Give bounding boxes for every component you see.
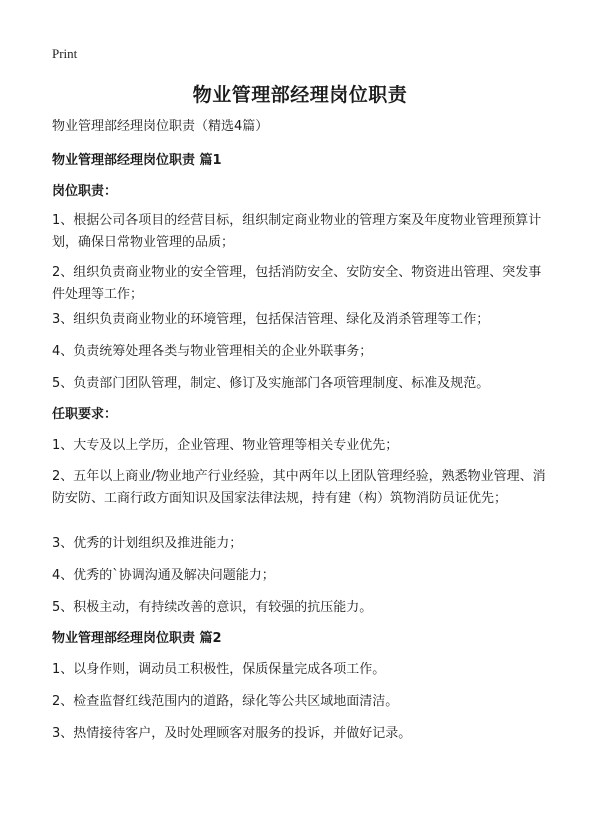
section2-item-2: 2、检查监督红线范围内的道路，绿化等公共区域地面清洁。	[52, 694, 399, 709]
requirement-item-3: 3、优秀的计划组织及推进能力；	[52, 536, 243, 551]
section2-heading: 物业管理部经理岗位职责 篇2	[52, 631, 222, 646]
duty-item-5: 5、负责部门团队管理，制定、修订及实施部门各项管理制度、标准及规范。	[52, 376, 490, 391]
duty-item-1: 1、根据公司各项目的经营目标，组织制定商业物业的管理方案及年度物业管理预算计划，确保日常物业管理的品质；	[52, 213, 542, 250]
document-title: 物业管理部经理岗位职责	[192, 84, 408, 106]
duty-item-3: 3、组织负责商业物业的环境管理，包括保洁管理、绿化及消杀管理等工作；	[52, 312, 490, 327]
duty-item-4: 4、负责统筹处理各类与物业管理相关的企业外联事务；	[52, 344, 373, 359]
print-label: Print	[52, 46, 78, 61]
duty-item-2: 2、组织负责商业物业的安全管理，包括消防安全、安防安全、物资进出管理、突发事件处理等工作；	[52, 265, 542, 302]
section1-heading: 物业管理部经理岗位职责 篇1	[52, 153, 222, 168]
requirement-item-2: 2、五年以上商业/物业地产行业经验，其中两年以上团队管理经验，熟悉物业管理、消防安防、工商行政方面知识及国家法律法规，持有建（构）筑物消防员证优先；	[52, 469, 546, 506]
requirement-item-4: 4、优秀的`协调沟通及解决问题能力；	[52, 568, 275, 583]
section2-item-3: 3、热情接待客户，及时处理顾客对服务的投诉，并做好记录。	[52, 726, 412, 741]
requirement-item-5: 5、积极主动，有持续改善的意识，有较强的抗压能力。	[52, 600, 373, 615]
requirements-heading: 任职要求：	[52, 407, 118, 422]
duties-heading: 岗位职责：	[52, 184, 118, 199]
document-subtitle: 物业管理部经理岗位职责（精选4篇）	[52, 119, 269, 134]
section2-item-1: 1、以身作则，调动员工积极性，保质保量完成各项工作。	[52, 662, 386, 677]
requirement-item-1: 1、大专及以上学历，企业管理、物业管理等相关专业优先；	[52, 438, 399, 453]
